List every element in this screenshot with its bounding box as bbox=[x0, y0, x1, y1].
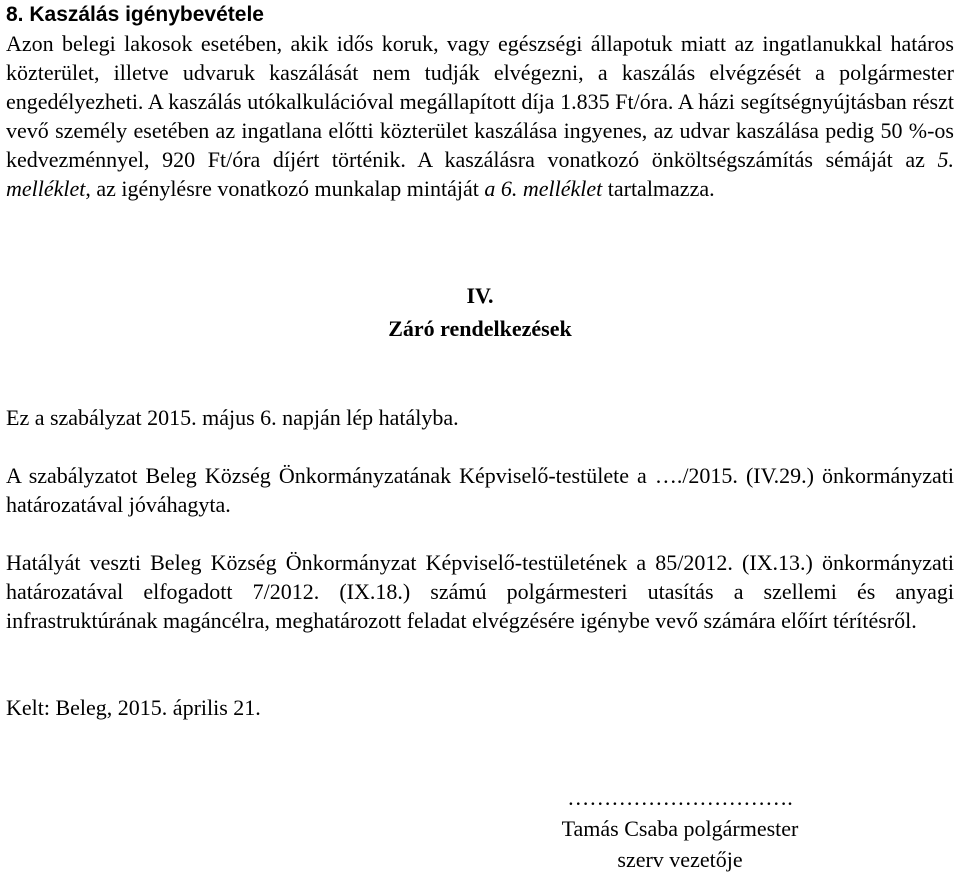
approval-paragraph: A szabályzatot Beleg Község Önkormányzatának Képviselő-testülete a …./2015. (IV.29.) önkormányzati határozatával jóváhagyta. bbox=[6, 463, 954, 517]
chapter-number: IV. bbox=[466, 283, 494, 308]
section-body-text-1: Azon belegi lakosok esetében, akik idős koruk, vagy egészségi állapotuk miatt az ingatlanukkal határos közterület, illetve udvaruk kaszálását nem tudják elvégezni, a kaszálás elvégzését a polgármester engedélyezheti. A kaszálás utókalkulációval megállapított díja 1.835 Ft/óra. A házi segítségnyújtásban részt vevő személy esetében az ingatlana előtti közterület kaszálása ingyenes, az udvar kaszálása pedig 50 %-os kedvezménnyel, 920 Ft/óra díjért történik. A kaszálásra vonatkozó önköltségszámítás sémáját az bbox=[6, 31, 954, 172]
chapter-title: Záró rendelkezések bbox=[388, 316, 572, 341]
section-body-text-2: , az igénylésre vonatkozó munkalap mintáját bbox=[85, 176, 485, 201]
annex-6-reference: a 6. melléklet bbox=[484, 176, 603, 201]
repeal-paragraph: Hatályát veszti Beleg Község Önkormányzat Képviselő-testületének a 85/2012. (IX.13.) önkormányzati határozatával elfogadott 7/2012. (IX.18.) számú polgármesteri utasítás a szellemi és anyagi infrastruktúrának magáncélra, meghatározott feladat elvégzésére igénybe vevő számára előírt térítésről. bbox=[6, 550, 954, 633]
signatory-name: Tamás Csaba polgármester bbox=[561, 816, 799, 841]
signature-block bbox=[520, 782, 840, 875]
annex-5-reference: 5. melléklet bbox=[6, 147, 954, 201]
effective-date-paragraph: Ez a szabályzat 2015. május 6. napján lép hatályba. bbox=[6, 405, 459, 430]
signatory-role: szerv vezetője bbox=[617, 847, 743, 872]
section-body bbox=[6, 29, 954, 203]
section-heading: 8. Kaszálás igénybevétele bbox=[6, 3, 264, 26]
signature-line: …………………………. bbox=[567, 785, 793, 810]
document-page bbox=[6, 0, 954, 722]
dated-line: Kelt: Beleg, 2015. április 21. bbox=[6, 695, 261, 720]
section-body-text-3: tartalmazza. bbox=[602, 176, 715, 201]
